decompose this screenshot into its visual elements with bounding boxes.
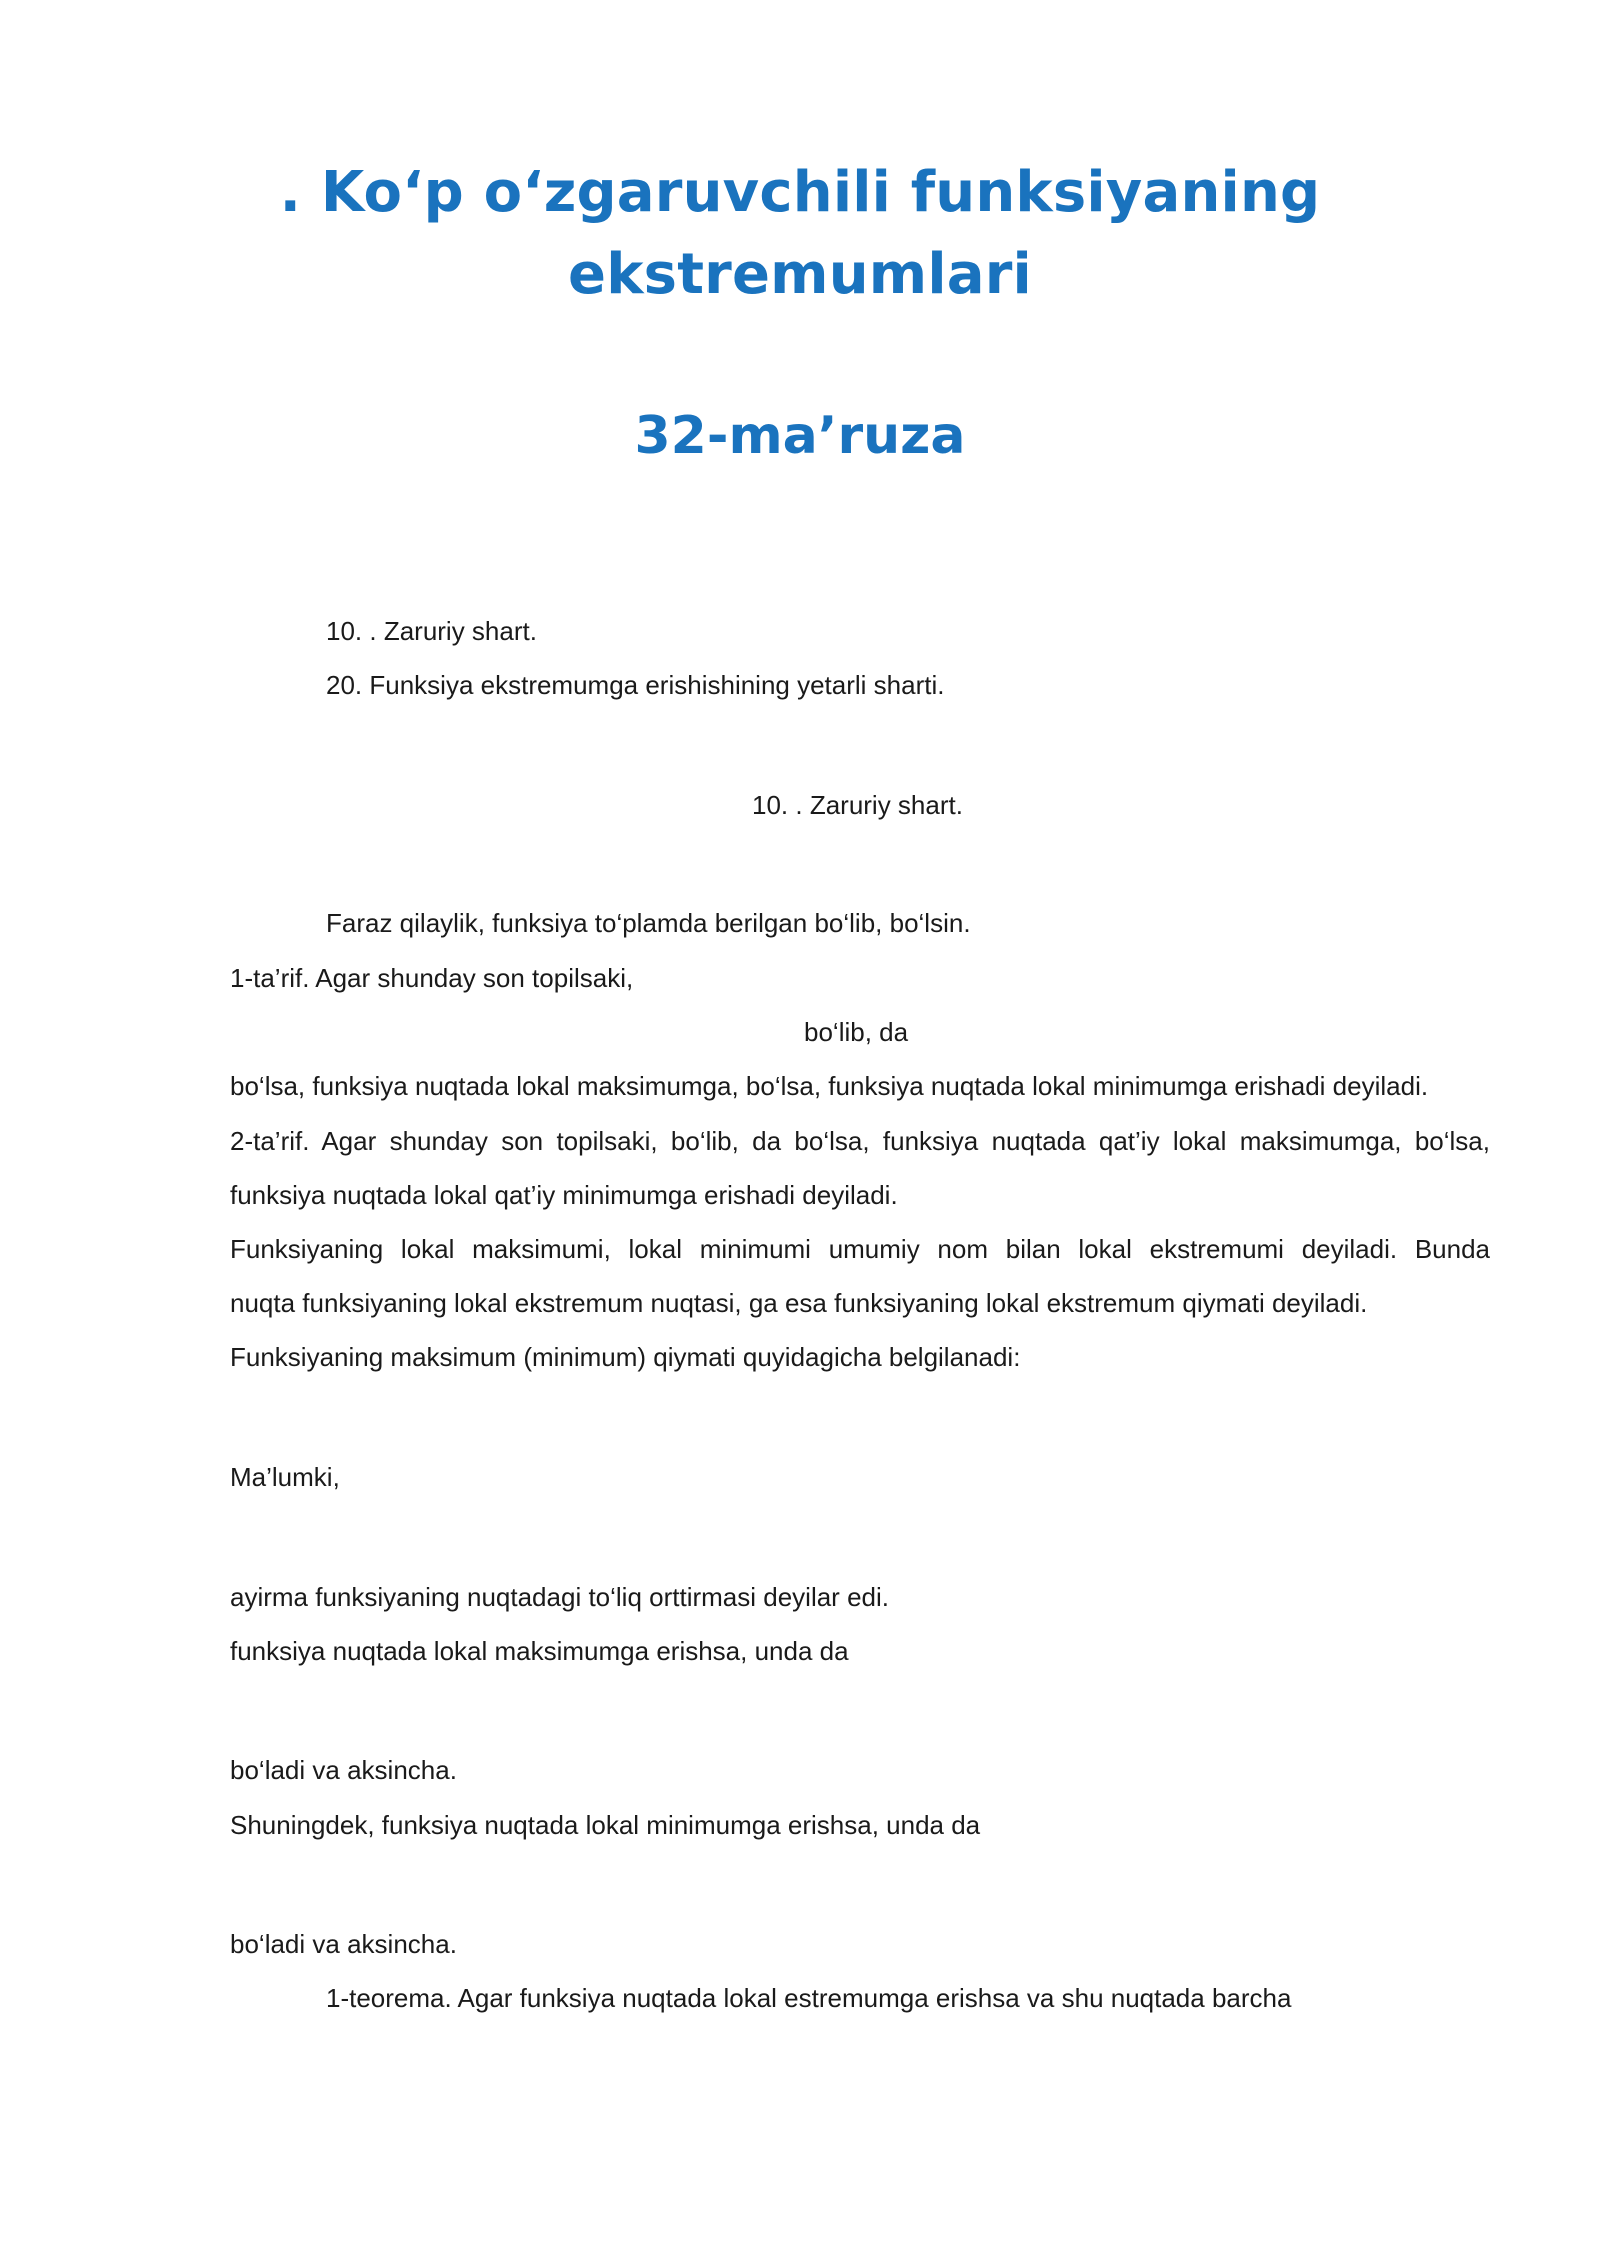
paragraph-p8: Ma’lumki,	[230, 1462, 340, 1492]
paragraph-p9: ayirma funksiyaning nuqtadagi to‘liq orttirmasi deyilar edi.	[230, 1582, 889, 1612]
paragraph-p10: funksiya nuqtada lokal maksimumga erishsa, unda da	[230, 1636, 849, 1666]
outline-item-2: 20. Funksiya ekstremumga erishishining yetarli sharti.	[326, 670, 945, 700]
definition-1: 1-ta’rif. Agar shunday son topilsaki,	[230, 963, 634, 993]
lecture-number: 32-ma’ruza	[634, 406, 966, 466]
paragraph-p6-line-2: nuqta funksiyaning lokal ekstremum nuqtasi, ga esa funksiyaning lokal ekstremum qiymati deyiladi.	[230, 1288, 1368, 1318]
paragraph-p3: bo‘lib, da	[804, 1017, 909, 1047]
outline-item-1: 10. . Zaruriy shart.	[326, 616, 537, 646]
paragraph-p6-line-1: Funksiyaning lokal maksimumi, lokal minimumi umumiy nom bilan lokal ekstremumi deyiladi. Bunda	[230, 1234, 1490, 1264]
definition-2-line-2: funksiya nuqtada lokal qat’iy minimumga erishadi deyiladi.	[230, 1180, 898, 1210]
paragraph-p4: bo‘lsa, funksiya nuqtada lokal maksimumga, bo‘lsa, funksiya nuqtada lokal minimumga erishadi deyiladi.	[230, 1071, 1429, 1101]
paragraph-p1: Faraz qilaylik, funksiya to‘plamda berilgan bo‘lib, bo‘lsin.	[326, 908, 971, 938]
definition-2-line-1: 2-ta’rif. Agar shunday son topilsaki, bo‘lib, da bo‘lsa, funksiya nuqtada qat’iy lokal maksimumga, bo‘lsa,	[230, 1126, 1490, 1156]
title-line-1: . Ko‘p o‘zgaruvchili funksiyaning	[279, 160, 1321, 225]
paragraph-p12: Shuningdek, funksiya nuqtada lokal minimumga erishsa, unda da	[230, 1810, 981, 1840]
section-heading: 10. . Zaruriy shart.	[752, 790, 963, 820]
paragraph-p11: bo‘ladi va aksincha.	[230, 1755, 457, 1785]
title-line-2: ekstremumlari	[568, 242, 1032, 307]
paragraph-p7: Funksiyaning maksimum (minimum) qiymati quyidagicha belgilanadi:	[230, 1342, 1021, 1372]
theorem-1: 1-teorema. Agar funksiya nuqtada lokal estremumga erishsa va shu nuqtada barcha	[326, 1983, 1292, 2013]
document-title	[0, 152, 1600, 316]
paragraph-p13: bo‘ladi va aksincha.	[230, 1929, 457, 1959]
